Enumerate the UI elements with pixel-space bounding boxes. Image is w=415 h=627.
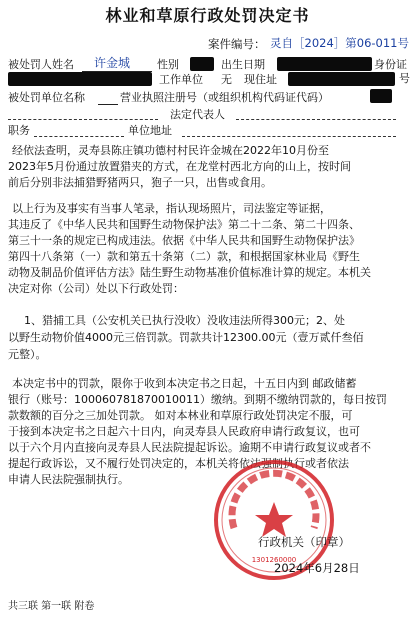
id-number-label-suffix: 号 [399,72,410,85]
payment-line-1: 本决定书中的罚款，限你于收到本决定书之日起，十五日内到 邮政储蓄 [12,377,357,390]
person-name-label: 被处罚人姓名 [8,58,74,71]
id-number-redaction [8,72,152,86]
facts-line-1: 经依法查明，灵寿县陈庄镇功德村村民许金城在2022年10月份至 [12,144,329,157]
unit-name-label: 被处罚单位名称 [8,91,85,104]
payment-line-6: 提起行政诉讼，又不履行处罚决定的，本机关将依法强制执行或者依法 [8,457,349,470]
payment-line-2: 银行（账号：100060781870010011）缴纳。到期不缴纳罚款的，每日按罚 [8,393,387,406]
evidence-line-1: 以上行为及事实有当事人笔录，指认现场照片，司法鉴定等证据， [12,202,331,215]
penalty-line-3: 元整）。 [8,348,47,361]
unit-address-label: 单位地址 [128,124,172,137]
penalty-line-1: 1、猎捕工具（公安机关已执行没收）没收违法所得300元；2、处 [24,314,345,327]
evidence-line-4: 第四十八条第（一）款和第五十条第（二）款，和根据国家林业局《野生 [8,250,360,263]
seal-star-icon [255,502,293,537]
evidence-line-6: 决定对你（公司）处以下行政处罚： [8,282,184,295]
id-number-label: 身份证 [374,58,407,71]
payment-line-4: 于接到本决定书之日起六十日内，向灵寿县人民政府申请行政复议，也可 [8,425,360,438]
penalty-line-2: 以野生动物价值4000元三倍罚款。罚款共计12300.00元（壹万贰仟叁佰 [8,331,364,344]
copy-footer: 共三联 第一联 附卷 [8,601,95,612]
gender-label: 性别 [157,58,179,71]
case-number-label: 案件编号： [208,37,266,51]
address-label: 现住址 [244,73,277,86]
birth-date-redaction [277,57,372,71]
payment-line-3: 款数额的百分之三加处罚款。 如对本林业和草原行政处罚决定不服，可 [8,409,353,422]
unit-name-underline [98,104,118,105]
work-unit-value: 无 [221,73,232,86]
person-name-value: 许金城 [94,56,131,70]
evidence-line-2: 其违反了《中华人民共和国野生动物保护法》第二十二条、第二十四条、 [8,218,360,231]
payment-line-5: 以于六个月内直接向灵寿县人民法院提起诉讼。逾期不申请行政复议或者不 [8,441,371,454]
payment-line-7: 申请人民法院强制执行。 [8,473,129,486]
license-label: 营业执照注册号（或组织机构代码证代码） [120,91,329,104]
unit-address-blank [182,136,396,137]
authority-seal-label: 行政机关（印章） [258,535,350,549]
work-unit-label: 工作单位 [159,73,203,86]
facts-line-3: 前后分别非法捕猎野猪两只，狍子一只，出售或食用。 [8,176,272,189]
facts-line-2: 2023年5月份通过放置猎夹的方式，在龙堂村西北方向的山上，按时间 [8,160,351,173]
gender-redaction [190,57,214,71]
license-number-blank [8,119,158,120]
evidence-line-5: 动物及制品价值评估方法》陆生野生动物基准价值标准计算的规定。本机关 [8,266,371,279]
case-number-value: 灵自［2024］第06-011号 [270,36,409,50]
license-redaction [370,89,392,103]
birth-date-label: 出生日期 [221,58,265,71]
address-redaction [288,72,395,86]
legal-rep-label: 法定代表人 [170,108,225,121]
legal-rep-blank [236,119,396,120]
decision-date: 2024年6月28日 [274,561,360,575]
document-title: 林业和草原行政处罚决定书 [105,6,310,25]
evidence-line-3: 第三十一条的规定已构成违法。依据《中华人民共和国野生动物保护法》 [8,234,360,247]
seal-code: 1301260000 [251,556,297,564]
position-blank [34,136,124,137]
position-label: 职务 [8,124,30,137]
